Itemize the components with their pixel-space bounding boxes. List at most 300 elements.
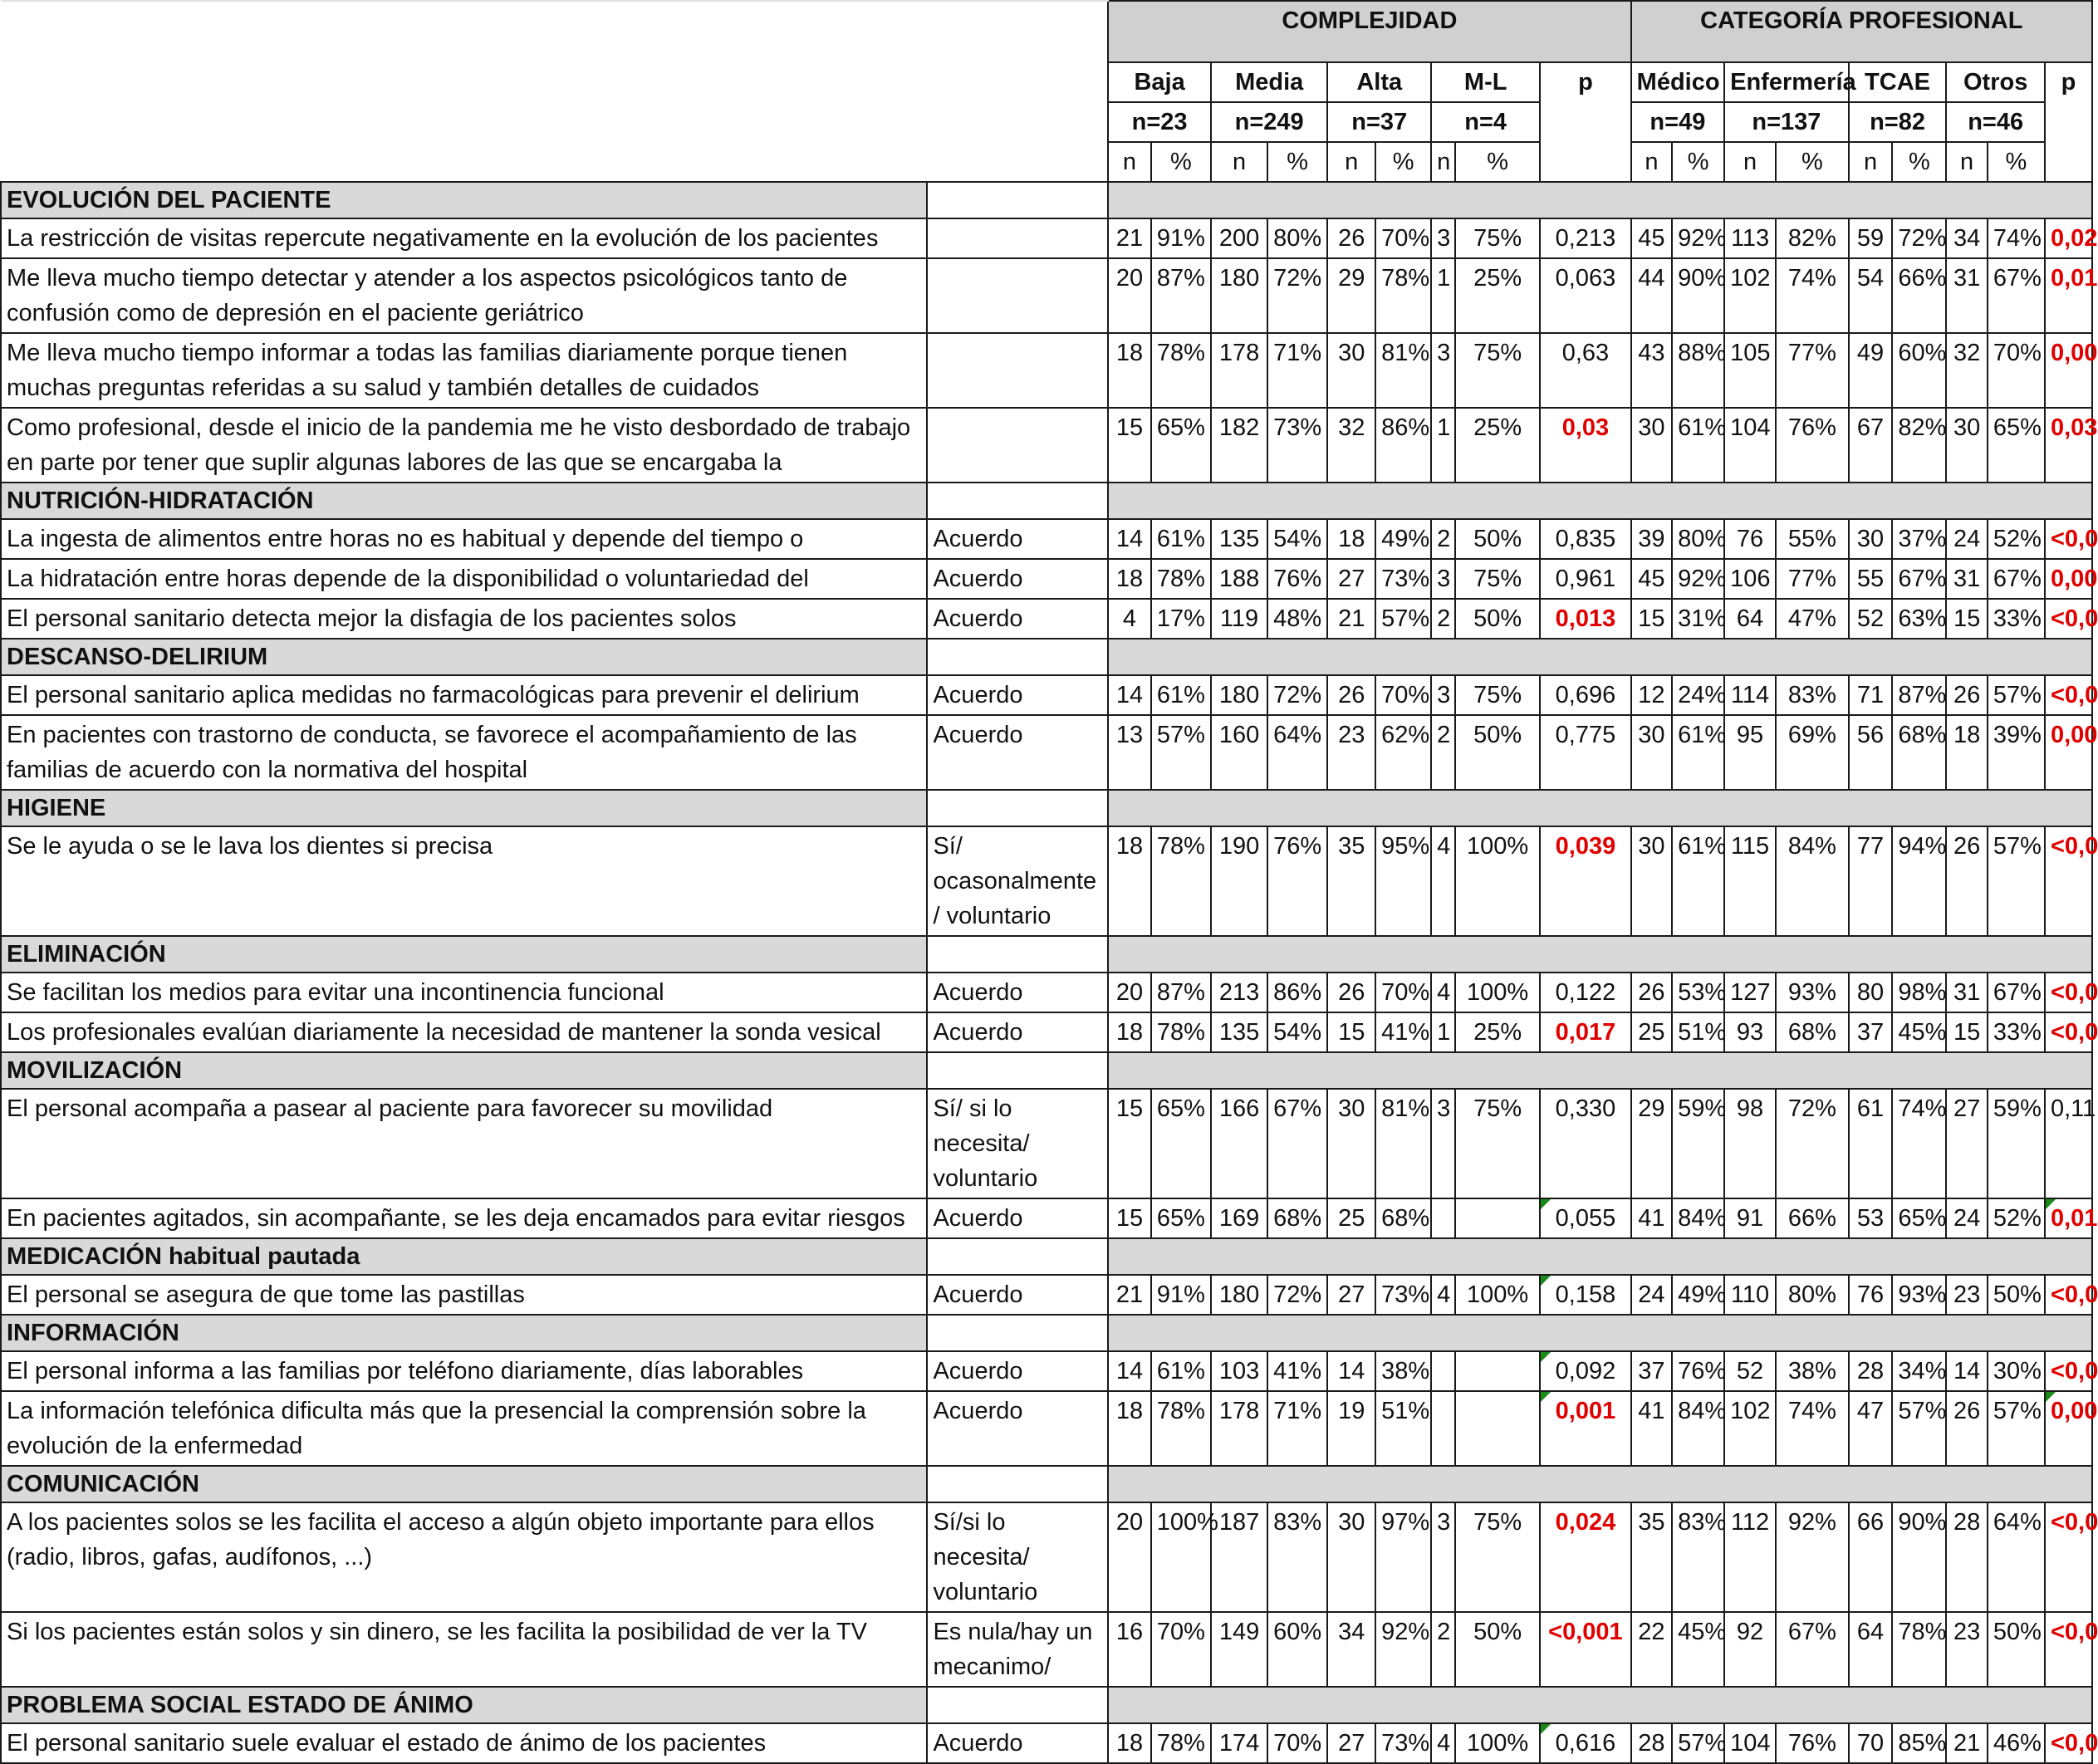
- section-filler: [1108, 1238, 2092, 1275]
- complejidad-pct-cell: 41%: [1375, 1012, 1431, 1052]
- categoria-pct-cell: 76%: [1776, 408, 1849, 483]
- complejidad-n-cell: 119: [1211, 599, 1267, 639]
- categoria-pct-cell: 50%: [1988, 1275, 2045, 1315]
- categoria-n-cell: 115: [1724, 826, 1776, 936]
- p-value-categoria: <0,0: [2045, 519, 2092, 559]
- complejidad-n-cell: 1: [1431, 1012, 1455, 1052]
- section-title: DESCANSO-DELIRIUM: [1, 639, 927, 675]
- categoria-n-cell: 15: [1946, 1012, 1988, 1052]
- complejidad-n-cell: 213: [1211, 973, 1267, 1012]
- complejidad-n-cell: 18: [1108, 1391, 1151, 1466]
- complejidad-n-cell: 32: [1327, 408, 1375, 483]
- section-filler: [927, 936, 1108, 973]
- categoria-pct-cell: 59%: [1988, 1089, 2045, 1198]
- complejidad-pct-cell: [1455, 1198, 1540, 1238]
- complejidad-pct-cell: 68%: [1267, 1198, 1327, 1238]
- complejidad-pct-cell: 67%: [1267, 1089, 1327, 1198]
- categoria-pct-cell: 65%: [1892, 1198, 1946, 1238]
- complejidad-n-cell: 4: [1431, 1275, 1455, 1315]
- complejidad-n-cell: 2: [1431, 599, 1455, 639]
- complejidad-n-cell: 187: [1211, 1502, 1267, 1612]
- item-option: Acuerdo: [927, 715, 1108, 790]
- categoria-n-cell: 29: [1631, 1089, 1673, 1198]
- n-column-header: n: [1631, 142, 1673, 182]
- p-value-categoria: 0,02: [2045, 218, 2092, 258]
- complejidad-pct-cell: 76%: [1267, 826, 1327, 936]
- complejidad-n-cell: 4: [1431, 973, 1455, 1012]
- section-filler: [927, 483, 1108, 519]
- complejidad-pct-cell: 38%: [1375, 1351, 1431, 1391]
- categoria-pct-cell: 68%: [1892, 715, 1946, 790]
- ml-count: n=4: [1431, 102, 1540, 142]
- categoria-pct-cell: 60%: [1892, 333, 1946, 408]
- complejidad-n-cell: 2: [1431, 1612, 1455, 1687]
- complejidad-n-cell: 18: [1327, 519, 1375, 559]
- categoria-n-cell: 31: [1946, 559, 1988, 599]
- categoria-n-cell: 15: [1631, 599, 1673, 639]
- complejidad-pct-cell: 73%: [1267, 408, 1327, 483]
- enfermeria-header: Enfermería: [1724, 62, 1849, 102]
- categoria-n-cell: 34: [1946, 218, 1988, 258]
- categoria-n-cell: 56: [1849, 715, 1893, 790]
- item-text: En pacientes con trastorno de conducta, se favorece el acompañamiento de las familias de acuerdo con la normativa del hospital: [1, 715, 927, 790]
- complejidad-pct-cell: 78%: [1375, 258, 1431, 333]
- categoria-n-cell: 31: [1946, 258, 1988, 333]
- categoria-n-cell: 104: [1724, 408, 1776, 483]
- categoria-pct-cell: 33%: [1988, 599, 2045, 639]
- complejidad-pct-cell: 72%: [1267, 675, 1327, 715]
- p-value-complejidad: 0,063: [1540, 258, 1630, 333]
- pct-column-header: %: [1151, 142, 1211, 182]
- categoria-pct-cell: 57%: [1988, 1391, 2045, 1466]
- categoria-n-cell: 102: [1724, 1391, 1776, 1466]
- categoria-n-cell: 53: [1849, 1198, 1893, 1238]
- section-filler: [927, 182, 1108, 218]
- p-value-complejidad: 0,696: [1540, 675, 1630, 715]
- n-column-header: n: [1108, 142, 1151, 182]
- categoria-pct-cell: 77%: [1776, 333, 1849, 408]
- p-header-categoria: p: [2045, 62, 2092, 182]
- categoria-n-cell: 22: [1631, 1612, 1673, 1687]
- complejidad-n-cell: 14: [1108, 519, 1151, 559]
- group-header-row: [1, 1, 2092, 62]
- p-value-categoria: 0,03: [2045, 408, 2092, 483]
- complejidad-pct-cell: 25%: [1455, 1012, 1540, 1052]
- categoria-pct-cell: 46%: [1988, 1723, 2045, 1763]
- section-title: EVOLUCIÓN DEL PACIENTE: [1, 182, 927, 218]
- complejidad-pct-cell: 87%: [1151, 973, 1211, 1012]
- complejidad-pct-cell: 100%: [1455, 973, 1540, 1012]
- subgroup-header-row: [1, 62, 2092, 102]
- pct-column-header: %: [1455, 142, 1540, 182]
- complejidad-pct-cell: 61%: [1151, 675, 1211, 715]
- complejidad-pct-cell: 60%: [1267, 1612, 1327, 1687]
- section-filler: [927, 1466, 1108, 1502]
- medico-header: Médico: [1631, 62, 1724, 102]
- otros-header: Otros: [1946, 62, 2045, 102]
- table-row: [1, 973, 2092, 1012]
- categoria-n-cell: 77: [1849, 826, 1893, 936]
- categoria-n-cell: 76: [1724, 519, 1776, 559]
- complejidad-pct-cell: 100%: [1151, 1502, 1211, 1612]
- categoria-pct-cell: 53%: [1672, 973, 1724, 1012]
- complejidad-pct-cell: 68%: [1375, 1198, 1431, 1238]
- complejidad-pct-cell: 100%: [1455, 826, 1540, 936]
- categoria-pct-cell: 66%: [1892, 258, 1946, 333]
- p-value-categoria: 0,11: [2045, 1089, 2092, 1198]
- complejidad-pct-cell: [1455, 1351, 1540, 1391]
- complejidad-pct-cell: 54%: [1267, 1012, 1327, 1052]
- categoria-n-cell: 15: [1946, 599, 1988, 639]
- categoria-n-cell: 45: [1631, 559, 1673, 599]
- table-row: [1, 1612, 2092, 1687]
- categoria-pct-cell: 80%: [1672, 519, 1724, 559]
- complejidad-n-cell: 103: [1211, 1351, 1267, 1391]
- categoria-pct-cell: 30%: [1988, 1351, 2045, 1391]
- complejidad-n-cell: 2: [1431, 519, 1455, 559]
- complejidad-n-cell: 174: [1211, 1723, 1267, 1763]
- complejidad-pct-cell: 48%: [1267, 599, 1327, 639]
- categoria-pct-cell: 92%: [1672, 559, 1724, 599]
- p-value-complejidad: 0,330: [1540, 1089, 1630, 1198]
- p-value-complejidad: 0,03: [1540, 408, 1630, 483]
- complejidad-n-cell: 27: [1327, 559, 1375, 599]
- complejidad-pct-cell: 72%: [1267, 258, 1327, 333]
- complejidad-pct-cell: 75%: [1455, 1502, 1540, 1612]
- complejidad-pct-cell: 92%: [1375, 1612, 1431, 1687]
- categoria-n-cell: 30: [1631, 715, 1673, 790]
- complejidad-pct-cell: 50%: [1455, 1612, 1540, 1687]
- complejidad-pct-cell: 70%: [1151, 1612, 1211, 1687]
- categoria-pct-cell: 33%: [1988, 1012, 2045, 1052]
- categoria-n-cell: 26: [1631, 973, 1673, 1012]
- complejidad-pct-cell: 73%: [1375, 1275, 1431, 1315]
- section-filler: [1108, 639, 2092, 675]
- categoria-n-cell: 25: [1631, 1012, 1673, 1052]
- categoria-pct-cell: 72%: [1776, 1089, 1849, 1198]
- categoria-pct-cell: 61%: [1672, 408, 1724, 483]
- section-title: MEDICACIÓN habitual pautada: [1, 1238, 927, 1275]
- categoria-pct-cell: 55%: [1776, 519, 1849, 559]
- complejidad-n-cell: 27: [1327, 1723, 1375, 1763]
- complejidad-n-cell: 25: [1327, 1198, 1375, 1238]
- complejidad-pct-cell: 54%: [1267, 519, 1327, 559]
- categoria-n-cell: 127: [1724, 973, 1776, 1012]
- table-row: [1, 333, 2092, 408]
- table-row: [1, 1502, 2092, 1612]
- section-row: [1, 1238, 2092, 1275]
- complejidad-n-cell: 18: [1108, 559, 1151, 599]
- categoria-pct-cell: 51%: [1672, 1012, 1724, 1052]
- complejidad-pct-cell: 50%: [1455, 599, 1540, 639]
- categoria-n-cell: 23: [1946, 1275, 1988, 1315]
- medico-count: n=49: [1631, 102, 1724, 142]
- categoria-pct-cell: 69%: [1776, 715, 1849, 790]
- complejidad-n-cell: 21: [1108, 1275, 1151, 1315]
- complejidad-n-cell: 20: [1108, 973, 1151, 1012]
- categoria-n-cell: 26: [1946, 826, 1988, 936]
- p-value-categoria: 0,00: [2045, 1391, 2092, 1466]
- complejidad-pct-cell: 25%: [1455, 408, 1540, 483]
- section-row: [1, 1687, 2092, 1723]
- alta-header: Alta: [1327, 62, 1431, 102]
- categoria-n-cell: 64: [1724, 599, 1776, 639]
- p-value-categoria: <0,0: [2045, 1612, 2092, 1687]
- complejidad-pct-cell: 100%: [1455, 1723, 1540, 1763]
- p-value-categoria: <0,0: [2045, 1012, 2092, 1052]
- section-filler: [927, 1315, 1108, 1351]
- item-option: Acuerdo: [927, 973, 1108, 1012]
- p-value-categoria: <0,0: [2045, 1275, 2092, 1315]
- complejidad-pct-cell: 73%: [1375, 1723, 1431, 1763]
- categoria-n-cell: 55: [1849, 559, 1893, 599]
- categoria-n-cell: 92: [1724, 1612, 1776, 1687]
- item-text: El personal se asegura de que tome las pastillas: [1, 1275, 927, 1315]
- section-filler: [927, 639, 1108, 675]
- section-row: [1, 790, 2092, 826]
- categoria-pct-cell: 59%: [1672, 1089, 1724, 1198]
- categoria-n-cell: 80: [1849, 973, 1893, 1012]
- complejidad-pct-cell: 57%: [1375, 599, 1431, 639]
- complejidad-pct-cell: 78%: [1151, 333, 1211, 408]
- categoria-pct-cell: 74%: [1892, 1089, 1946, 1198]
- categoria-pct-cell: 38%: [1776, 1351, 1849, 1391]
- item-option: Acuerdo: [927, 559, 1108, 599]
- categoria-pct-cell: 92%: [1776, 1502, 1849, 1612]
- section-row: [1, 1315, 2092, 1351]
- categoria-n-cell: 70: [1849, 1723, 1893, 1763]
- categoria-pct-cell: 65%: [1988, 408, 2045, 483]
- item-text: En pacientes agitados, sin acompañante, se les deja encamados para evitar riesgos: [1, 1198, 927, 1238]
- categoria-pct-cell: 67%: [1988, 559, 2045, 599]
- categoria-pct-cell: 93%: [1776, 973, 1849, 1012]
- baja-count: n=23: [1108, 102, 1211, 142]
- item-option: Sí/ ocasonalmente / voluntario: [927, 826, 1108, 936]
- complejidad-pct-cell: 78%: [1151, 1723, 1211, 1763]
- item-text: La ingesta de alimentos entre horas no es habitual y depende del tiempo o: [1, 519, 927, 559]
- categoria-pct-cell: 24%: [1672, 675, 1724, 715]
- item-text: Me lleva mucho tiempo detectar y atender a los aspectos psicológicos tanto de confusión como de depresión en el paciente geriátrico: [1, 258, 927, 333]
- complejidad-n-cell: 160: [1211, 715, 1267, 790]
- item-option: Acuerdo: [927, 1723, 1108, 1763]
- complejidad-pct-cell: 70%: [1267, 1723, 1327, 1763]
- p-value-categoria: 0,00: [2045, 715, 2092, 790]
- categoria-n-cell: 64: [1849, 1612, 1893, 1687]
- section-filler: [927, 790, 1108, 826]
- categoria-n-cell: 114: [1724, 675, 1776, 715]
- item-text: A los pacientes solos se les facilita el acceso a algún objeto importante para ellos (radio, libros, gafas, audífonos, ...): [1, 1502, 927, 1612]
- item-option: Acuerdo: [927, 599, 1108, 639]
- categoria-n-cell: 35: [1631, 1502, 1673, 1612]
- p-value-categoria: <0,0: [2045, 826, 2092, 936]
- complejidad-n-cell: 20: [1108, 1502, 1151, 1612]
- item-text: Como profesional, desde el inicio de la pandemia me he visto desbordado de trabajo en parte por tener que suplir algunas labores de las que se encargaba la: [1, 408, 927, 483]
- p-value-complejidad: 0,092: [1540, 1351, 1630, 1391]
- p-value-complejidad: 0,055: [1540, 1198, 1630, 1238]
- complejidad-header: COMPLEJIDAD: [1108, 1, 1630, 62]
- complejidad-pct-cell: 83%: [1267, 1502, 1327, 1612]
- p-value-complejidad: 0,024: [1540, 1502, 1630, 1612]
- categoria-n-cell: 32: [1946, 333, 1988, 408]
- pct-column-header: %: [1375, 142, 1431, 182]
- categoria-pct-cell: 98%: [1892, 973, 1946, 1012]
- item-option: [927, 218, 1108, 258]
- categoria-pct-cell: 39%: [1988, 715, 2045, 790]
- categoria-pct-cell: 84%: [1672, 1391, 1724, 1466]
- categoria-pct-cell: 31%: [1672, 599, 1724, 639]
- complejidad-pct-cell: 91%: [1151, 1275, 1211, 1315]
- table-row: [1, 519, 2092, 559]
- p-value-complejidad: 0,039: [1540, 826, 1630, 936]
- complejidad-pct-cell: 70%: [1375, 218, 1431, 258]
- complejidad-n-cell: 180: [1211, 675, 1267, 715]
- table-row: [1, 1391, 2092, 1466]
- table-row: [1, 1012, 2092, 1052]
- categoria-pct-cell: 37%: [1892, 519, 1946, 559]
- complejidad-n-cell: [1431, 1198, 1455, 1238]
- complejidad-pct-cell: 81%: [1375, 1089, 1431, 1198]
- complejidad-n-cell: 15: [1327, 1012, 1375, 1052]
- n-column-header: n: [1211, 142, 1267, 182]
- complejidad-pct-cell: 78%: [1151, 1012, 1211, 1052]
- complejidad-n-cell: 20: [1108, 258, 1151, 333]
- categoria-n-cell: 28: [1849, 1351, 1893, 1391]
- complejidad-n-cell: 21: [1327, 599, 1375, 639]
- categoria-pct-cell: 61%: [1672, 826, 1724, 936]
- item-option: Acuerdo: [927, 1391, 1108, 1466]
- complejidad-n-cell: 178: [1211, 333, 1267, 408]
- categoria-pct-cell: 47%: [1776, 599, 1849, 639]
- complejidad-n-cell: 149: [1211, 1612, 1267, 1687]
- table-row: [1, 826, 2092, 936]
- complejidad-pct-cell: 75%: [1455, 675, 1540, 715]
- categoria-pct-cell: 74%: [1776, 258, 1849, 333]
- p-value-complejidad: 0,775: [1540, 715, 1630, 790]
- item-option: [927, 408, 1108, 483]
- categoria-n-cell: 59: [1849, 218, 1893, 258]
- complejidad-n-cell: 4: [1431, 826, 1455, 936]
- categoria-n-cell: 54: [1849, 258, 1893, 333]
- categoria-pct-cell: 90%: [1672, 258, 1724, 333]
- categoria-pct-cell: 67%: [1988, 258, 2045, 333]
- categoria-pct-cell: 90%: [1892, 1502, 1946, 1612]
- complejidad-pct-cell: 78%: [1151, 826, 1211, 936]
- tcae-count: n=82: [1849, 102, 1947, 142]
- categoria-pct-cell: 49%: [1672, 1275, 1724, 1315]
- p-value-complejidad: 0,835: [1540, 519, 1630, 559]
- categoria-pct-cell: 34%: [1892, 1351, 1946, 1391]
- categoria-n-cell: 37: [1849, 1012, 1893, 1052]
- complejidad-n-cell: 14: [1108, 1351, 1151, 1391]
- categoria-pct-cell: 45%: [1892, 1012, 1946, 1052]
- section-row: [1, 1052, 2092, 1089]
- section-filler: [1108, 936, 2092, 973]
- complejidad-pct-cell: 72%: [1267, 1275, 1327, 1315]
- complejidad-n-cell: 14: [1108, 675, 1151, 715]
- categoria-pct-cell: 74%: [1776, 1391, 1849, 1466]
- categoria-pct-cell: 88%: [1672, 333, 1724, 408]
- categoria-n-cell: 14: [1946, 1351, 1988, 1391]
- categoria-pct-cell: 82%: [1776, 218, 1849, 258]
- categoria-pct-cell: 70%: [1988, 333, 2045, 408]
- pct-column-header: %: [1267, 142, 1327, 182]
- categoria-n-cell: 98: [1724, 1089, 1776, 1198]
- section-filler: [927, 1687, 1108, 1723]
- categoria-n-cell: 43: [1631, 333, 1673, 408]
- complejidad-n-cell: 4: [1108, 599, 1151, 639]
- complejidad-n-cell: 23: [1327, 715, 1375, 790]
- section-title: HIGIENE: [1, 790, 927, 826]
- categoria-profesional-header: CATEGORÍA PROFESIONAL: [1631, 1, 2092, 62]
- p-value-complejidad: 0,961: [1540, 559, 1630, 599]
- complejidad-pct-cell: 91%: [1151, 218, 1211, 258]
- categoria-pct-cell: 67%: [1892, 559, 1946, 599]
- p-value-categoria: <0,0: [2045, 1723, 2092, 1763]
- complejidad-n-cell: 34: [1327, 1612, 1375, 1687]
- categoria-n-cell: 106: [1724, 559, 1776, 599]
- item-text: El personal informa a las familias por teléfono diariamente, días laborables: [1, 1351, 927, 1391]
- n-column-header: n: [1849, 142, 1893, 182]
- categoria-n-cell: 110: [1724, 1275, 1776, 1315]
- table-row: [1, 715, 2092, 790]
- categoria-n-cell: 30: [1849, 519, 1893, 559]
- complejidad-pct-cell: 80%: [1267, 218, 1327, 258]
- categoria-n-cell: 102: [1724, 258, 1776, 333]
- complejidad-n-cell: 21: [1108, 218, 1151, 258]
- complejidad-pct-cell: 51%: [1375, 1391, 1431, 1466]
- complejidad-n-cell: 200: [1211, 218, 1267, 258]
- categoria-pct-cell: 66%: [1776, 1198, 1849, 1238]
- categoria-n-cell: 24: [1631, 1275, 1673, 1315]
- complejidad-pct-cell: 75%: [1455, 218, 1540, 258]
- item-text: Se le ayuda o se le lava los dientes si precisa: [1, 826, 927, 936]
- complejidad-n-cell: 15: [1108, 1198, 1151, 1238]
- categoria-pct-cell: 68%: [1776, 1012, 1849, 1052]
- categoria-pct-cell: 93%: [1892, 1275, 1946, 1315]
- p-value-categoria: 0,00: [2045, 559, 2092, 599]
- complejidad-pct-cell: 25%: [1455, 258, 1540, 333]
- complejidad-pct-cell: 76%: [1267, 559, 1327, 599]
- complejidad-n-cell: 18: [1108, 333, 1151, 408]
- complejidad-pct-cell: 41%: [1267, 1351, 1327, 1391]
- categoria-n-cell: 41: [1631, 1198, 1673, 1238]
- p-value-complejidad: <0,001: [1540, 1612, 1630, 1687]
- complejidad-n-cell: 3: [1431, 333, 1455, 408]
- categoria-pct-cell: 78%: [1892, 1612, 1946, 1687]
- table-row: [1, 559, 2092, 599]
- complejidad-n-cell: 166: [1211, 1089, 1267, 1198]
- complejidad-n-cell: 180: [1211, 258, 1267, 333]
- complejidad-pct-cell: 50%: [1455, 715, 1540, 790]
- categoria-pct-cell: 83%: [1672, 1502, 1724, 1612]
- complejidad-pct-cell: 75%: [1455, 333, 1540, 408]
- complejidad-n-cell: 3: [1431, 1502, 1455, 1612]
- p-value-complejidad: 0,213: [1540, 218, 1630, 258]
- complejidad-pct-cell: 97%: [1375, 1502, 1431, 1612]
- complejidad-pct-cell: 50%: [1455, 519, 1540, 559]
- section-filler: [1108, 1466, 2092, 1502]
- categoria-n-cell: 67: [1849, 408, 1893, 483]
- complejidad-n-cell: 2: [1431, 715, 1455, 790]
- p-value-complejidad: 0,122: [1540, 973, 1630, 1012]
- categoria-n-cell: 26: [1946, 675, 1988, 715]
- section-filler: [927, 1238, 1108, 1275]
- p-value-categoria: <0,0: [2045, 599, 2092, 639]
- p-header-complejidad: p: [1540, 62, 1630, 182]
- categoria-pct-cell: 84%: [1672, 1198, 1724, 1238]
- section-title: ELIMINACIÓN: [1, 936, 927, 973]
- complejidad-pct-cell: 81%: [1375, 333, 1431, 408]
